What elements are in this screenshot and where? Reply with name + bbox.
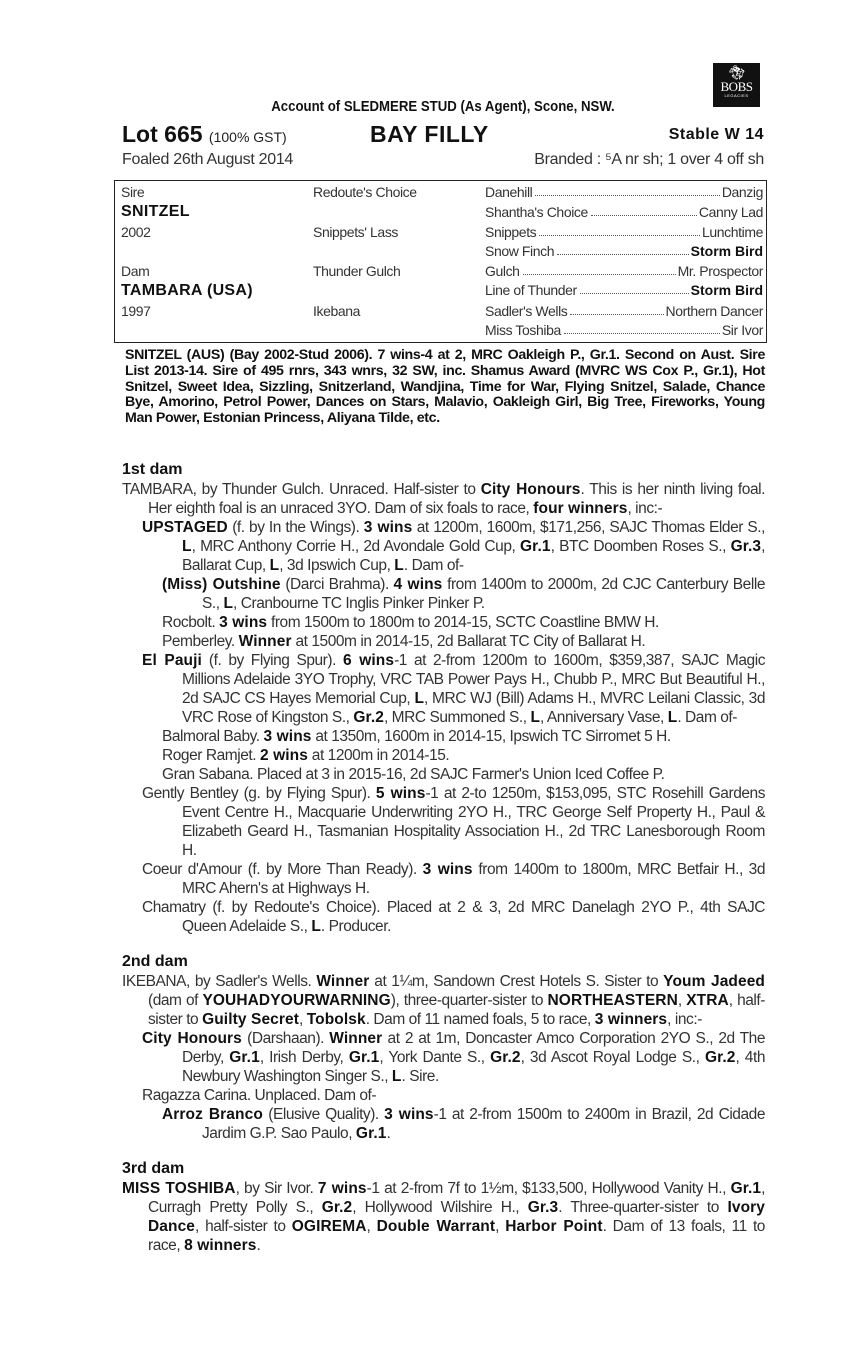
produce-entry: [162, 746, 765, 765]
great-grandsire-name: Lunchtime: [702, 224, 763, 240]
entry-text: from 1400m to 2000m, 2d CJC Canterbury Belle S.,: [202, 576, 765, 612]
highlight-text: NORTHEASTERN: [547, 992, 678, 1009]
highlight-text: L: [391, 1068, 402, 1085]
lot-number: [122, 121, 287, 148]
grandparent-row: [485, 322, 763, 338]
entry-text: (Elusive Quality).: [262, 1106, 385, 1123]
leader-dots: [535, 184, 719, 196]
highlight-text: MISS TOSHIBA: [122, 1180, 236, 1197]
great-grandsire-name: Sir Ivor: [721, 322, 763, 338]
produce-entry: [162, 765, 765, 784]
entry-text: Balmoral Baby.: [162, 728, 264, 745]
grandparent-name: Miss Toshiba: [485, 322, 561, 338]
great-grandsire-name: Canny Lad: [698, 204, 763, 220]
highlight-text: (Miss) Outshine: [162, 576, 281, 593]
highlight-text: Gr.1: [520, 538, 551, 555]
entry-text: , BTC Doomben Roses S.,: [550, 538, 731, 555]
entry-text: at 2 at 1m, Doncaster Amco Corporation 2YO S., 2d The Derby,: [182, 1030, 765, 1066]
entry-text: (dam of: [148, 992, 203, 1009]
produce-entry: [142, 898, 765, 936]
entry-text: -1 at 2-from 7f to 1½m, $133,500, Hollywood Vanity H.,: [366, 1180, 731, 1197]
entry-text: , Hollywood Wilshire H.,: [352, 1199, 528, 1216]
entry-text: , York Dante S.,: [379, 1049, 491, 1066]
grandparent-name: Snippets: [485, 224, 537, 240]
sire-year: 2002: [121, 224, 151, 240]
entry-text: , inc:-: [667, 1011, 702, 1028]
highlight-text: 3 wins: [384, 1106, 434, 1123]
entry-text: at 1200m in 2014-15.: [307, 747, 450, 764]
highlight-text: Guilty Secret: [202, 1011, 299, 1028]
entry-text: -1 at 2-from 1500m to 2400m in Brazil, 2d Cidade Jardim G.P. Sao Paulo,: [202, 1106, 765, 1142]
entry-text: ,: [495, 1218, 506, 1235]
entry-text: . Dam of 11 named foals, 5 to race,: [365, 1011, 595, 1028]
entry-text: , Curragh Pretty Polly S.,: [148, 1180, 765, 1216]
great-grandsire-name: Storm Bird: [690, 243, 763, 259]
entry-text: . Three-quarter-sister to: [558, 1199, 728, 1216]
highlight-text: L: [182, 538, 192, 555]
dam-sire: Thunder Gulch: [313, 263, 401, 279]
highlight-text: El Pauji: [142, 652, 202, 669]
entry-text: (Darshaan).: [241, 1030, 330, 1047]
entry-text: , Irish Derby,: [259, 1049, 349, 1066]
leader-dots: [564, 322, 720, 334]
produce-entry: [162, 632, 765, 651]
produce-entry: [142, 1086, 765, 1105]
highlight-text: XTRA: [686, 992, 729, 1009]
entry-text: , Ballarat Cup,: [182, 538, 765, 574]
highlight-text: Winner: [238, 633, 292, 650]
entry-text: . Dam of 13 foals, 11 to race,: [148, 1218, 765, 1254]
highlight-text: 3 wins: [219, 614, 268, 631]
highlight-text: Gr.2: [321, 1199, 353, 1216]
highlight-text: Tobolsk: [306, 1011, 366, 1028]
highlight-text: Gr.2: [353, 709, 384, 726]
grandparent-row: [485, 282, 763, 298]
highlight-text: UPSTAGED: [142, 519, 228, 536]
section-heading: 3rd dam: [122, 1160, 185, 1177]
produce-entry: [162, 1105, 765, 1143]
entry-text: Gently Bentley (g. by Flying Spur).: [142, 785, 376, 802]
entry-text: . Dam of-: [677, 709, 737, 726]
sex-colour: BAY FILLY: [370, 121, 489, 147]
highlight-text: Gr.1: [348, 1049, 380, 1066]
entry-text: Roger Ramjet.: [162, 747, 260, 764]
highlight-text: Gr.1: [355, 1125, 387, 1142]
sire-summary: SNITZEL (AUS) (Bay 2002-Stud 2006). 7 wins-4 at 2, MRC Oakleigh P., Gr.1. Second on Aust. Sire List 2013-14. Sire of 495 rnrs, 343 wnrs, 32 SW, inc. Shamus Award (MVRC WS Cox P., Gr.1), Hot Snitzel, Sweet Idea, Sizzling, Snitzerland, Wandjina, Time for War, Flying Snitzel, Salade, Chance Bye, Amorino, Petrol Power, Dances on Stars, Malavio, Oakleigh Girl, Big Tree, Fireworks, Young Man Power, Estonian Princess, Aliyana Tilde, etc.: [125, 347, 765, 427]
highlight-text: 6 wins: [342, 652, 395, 669]
sire-name: SNITZEL: [121, 203, 190, 220]
highlight-text: Gr.3: [730, 538, 762, 555]
highlight-text: 3 wins: [263, 728, 312, 745]
grandparent-name: Line of Thunder: [485, 282, 577, 298]
highlight-text: L: [223, 595, 234, 612]
highlight-text: four winners: [533, 500, 628, 517]
entry-text: , inc:-: [627, 500, 663, 517]
highlight-text: L: [269, 557, 280, 574]
entry-text: Coeur d'Amour (f. by More Than Ready).: [142, 861, 423, 878]
horse-jockey-icon: 🏇︎: [727, 64, 746, 80]
entry-text: from 1500m to 1800m to 2014-15, SCTC Coastline BMW H.: [267, 614, 659, 631]
highlight-text: L: [414, 690, 425, 707]
entry-text: ,: [677, 992, 687, 1009]
great-grandsire-name: Danzig: [721, 184, 763, 200]
highlight-text: Gr.1: [730, 1180, 762, 1197]
entry-text: -1 at 2-from 1200m to 1600m, $359,387, SAJC Magic Millions Adelaide 3YO Trophy, VRC TAB Power Pays H., Chubb P., MRC But Beautiful H., 2d SAJC CS Hayes Memorial Cup,: [182, 652, 765, 707]
sire-dam: Snippets' Lass: [313, 224, 399, 240]
grandparent-name: Snow Finch: [485, 243, 555, 259]
highlight-text: 3 winners: [594, 1011, 668, 1028]
entry-text: , MRC Summoned S.,: [383, 709, 531, 726]
entry-text: , 3d Ipswich Cup,: [279, 557, 395, 574]
highlight-text: Gr.1: [229, 1049, 260, 1066]
great-grandsire-name: Mr. Prospector: [677, 263, 763, 279]
highlight-text: 4 wins: [393, 576, 443, 593]
entry-text: IKEBANA, by Sadler's Wells.: [122, 973, 317, 990]
produce-entry: [162, 575, 765, 613]
highlight-text: Double Warrant: [376, 1218, 496, 1235]
entry-text: , half-sister to: [195, 1218, 292, 1235]
entry-text: , half-sister to: [148, 992, 765, 1028]
entry-text: , MRC WJ (Bill) Adams H., MVRC Leilani Classic, 3d VRC Rose of Kingston S.,: [182, 690, 765, 726]
highlight-text: OGIREMA: [291, 1218, 367, 1235]
entry-text: ,: [299, 1011, 307, 1028]
dam-section: [122, 1159, 765, 1255]
entry-text: (Darci Brahma).: [280, 576, 394, 593]
produce-entry: [142, 784, 765, 860]
highlight-text: Youm Jadeed: [663, 973, 766, 990]
leader-dots: [523, 263, 676, 275]
entry-text: ,: [366, 1218, 377, 1235]
highlight-text: YOUHADYOURWARNING: [202, 992, 391, 1009]
highlight-text: 2 wins: [259, 747, 308, 764]
entry-text: Chamatry (f. by Redoute's Choice). Placed at 2 & 3, 2d MRC Danelagh 2YO P., 4th SAJC Queen Adelaide S.,: [142, 899, 765, 935]
entry-text: from 1400m to 1800m, MRC Betfair H., 3d MRC Ahern's at Highways H.: [182, 861, 765, 897]
highlight-text: L: [667, 709, 678, 726]
entry-text: (f. by In the Wings).: [227, 519, 364, 536]
entry-text: ), three-quarter-sister to: [390, 992, 548, 1009]
great-grandsire-name: Storm Bird: [690, 282, 763, 298]
leader-dots: [591, 204, 697, 216]
great-grandsire-name: Northern Dancer: [665, 303, 763, 319]
entry-text: Pemberley.: [162, 633, 239, 650]
highlight-text: City Honours: [142, 1030, 242, 1047]
highlight-text: L: [311, 918, 321, 935]
entry-text: at 1¼m, Sandown Crest Hotels S. Sister to: [369, 973, 664, 990]
grandparent-name: Sadler's Wells: [485, 303, 568, 319]
entry-text: TAMBARA, by Thunder Gulch. Unraced. Half-sister to: [122, 481, 481, 498]
entry-text: . This is her ninth living foal. Her eighth foal is an unraced 3YO. Dam of six foals to race,: [148, 481, 765, 517]
section-heading: 1st dam: [122, 461, 183, 478]
leader-dots: [580, 282, 689, 294]
pedigree-table: [114, 180, 767, 343]
entry-text: Rocbolt.: [162, 614, 220, 631]
entry-text: at 1350m, 1600m in 2014-15, Ipswich TC Sirromet 5 H.: [311, 728, 671, 745]
vendor-account: Account of SLEDMERE STUD (As Agent), Scone, NSW.: [271, 98, 615, 115]
lot-label: Lot 665: [122, 121, 203, 147]
entry-text: , 3d Ascot Royal Lodge S.,: [520, 1049, 705, 1066]
produce-entry: [142, 651, 765, 727]
stable-location: Stable W 14: [668, 126, 764, 143]
logo-text: BOBS: [720, 79, 753, 94]
entry-text: at 1500m in 2014-15, 2d Ballarat TC City of Ballarat H.: [291, 633, 646, 650]
grandparent-name: Shantha's Choice: [485, 204, 588, 220]
foaled-date: Foaled 26th August 2014: [122, 151, 294, 168]
produce-entry: [162, 727, 765, 746]
entry-text: .: [386, 1125, 391, 1142]
highlight-text: L: [530, 709, 541, 726]
dam-name: TAMBARA (USA): [121, 282, 253, 299]
grandparent-name: Danehill: [485, 184, 533, 200]
sire-sire: Redoute's Choice: [313, 184, 417, 200]
dam-section: [122, 952, 765, 1143]
gst-note: (100% GST): [208, 129, 287, 145]
grandparent-row: [485, 243, 763, 259]
entry-text: Ragazza Carina. Unplaced. Dam of-: [142, 1087, 377, 1104]
dam-dam: Ikebana: [313, 303, 361, 319]
highlight-text: 5 wins: [375, 785, 426, 802]
highlight-text: Gr.2: [490, 1049, 521, 1066]
highlight-text: L: [394, 557, 404, 574]
family-details: [122, 460, 765, 1271]
highlight-text: City Honours: [480, 481, 581, 498]
grandparent-row: [485, 204, 763, 220]
leader-dots: [539, 224, 700, 236]
produce-entry: [122, 1179, 765, 1255]
leader-dots: [570, 303, 663, 315]
produce-entry: [142, 518, 765, 575]
sire-label: Sire: [121, 184, 145, 200]
entry-text: , MRC Anthony Corrie H., 2d Avondale Gold Cup,: [191, 538, 521, 555]
grandparent-row: [485, 303, 763, 319]
highlight-text: Arroz Branco: [162, 1106, 263, 1123]
produce-entry: [122, 972, 765, 1029]
brand-description: Branded : ⁵A nr sh; 1 over 4 off sh: [534, 151, 764, 168]
grandparent-row: [485, 184, 763, 200]
entry-text: Gran Sabana. Placed at 3 in 2015-16, 2d SAJC Farmer's Union Iced Coffee P.: [162, 766, 665, 783]
entry-text: , Anniversary Vase,: [540, 709, 668, 726]
highlight-text: Gr.3: [527, 1199, 559, 1216]
grandparent-name: Gulch: [485, 263, 520, 279]
entry-text: at 1200m, 1600m, $171,256, SAJC Thomas Elder S.,: [412, 519, 765, 536]
highlight-text: Ivory Dance: [148, 1199, 765, 1235]
produce-entry: [162, 613, 765, 632]
highlight-text: Winner: [329, 1030, 383, 1047]
highlight-text: 3 wins: [422, 861, 473, 878]
grandparent-row: [485, 224, 763, 240]
entry-text: (f. by Flying Spur).: [201, 652, 343, 669]
produce-entry: [142, 1029, 765, 1086]
highlight-text: Gr.2: [704, 1049, 736, 1066]
dam-year: 1997: [121, 303, 151, 319]
entry-text: . Sire.: [401, 1068, 439, 1085]
highlight-text: Harbor Point: [505, 1218, 603, 1235]
entry-text: , Cranbourne TC Inglis Pinker Pinker P.: [233, 595, 485, 612]
entry-text: , 4th Newbury Washington Singer S.,: [182, 1049, 765, 1085]
leader-dots: [557, 243, 689, 255]
logo-subtext: LEGACIES: [724, 93, 749, 98]
entry-text: . Producer.: [320, 918, 391, 935]
entry-text: .: [256, 1237, 261, 1254]
section-heading: 2nd dam: [122, 953, 188, 970]
produce-entry: [142, 860, 765, 898]
entry-text: . Dam of-: [403, 557, 464, 574]
grandparent-row: [485, 263, 763, 279]
dam-label: Dam: [121, 263, 150, 279]
dam-section: [122, 460, 765, 936]
entry-text: -1 at 2-to 1250m, $153,095, STC Rosehill Gardens Event Centre H., Macquarie Underwriting 2YO H., TRC George Self Property H., Paul & Elizabeth Geard H., Tasmanian Hospitality Association H., 2d TRC Lanesborough Room H.: [182, 785, 765, 859]
highlight-text: 3 wins: [363, 519, 413, 536]
highlight-text: 8 winners: [184, 1237, 257, 1254]
entry-text: , by Sir Ivor.: [235, 1180, 318, 1197]
highlight-text: Winner: [316, 973, 370, 990]
highlight-text: 7 wins: [317, 1180, 367, 1197]
produce-entry: [122, 480, 765, 518]
